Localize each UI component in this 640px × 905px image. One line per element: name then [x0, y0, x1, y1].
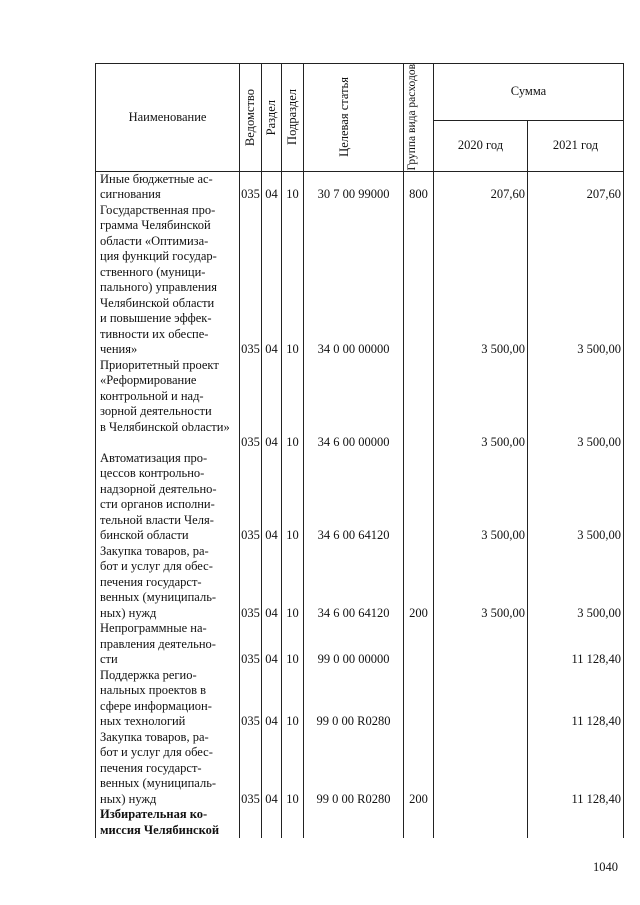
row-group: [404, 807, 434, 838]
row-vedomstvo: 035: [240, 451, 262, 544]
row-sum-2020: 3 500,00: [434, 544, 528, 622]
header-year-2020: 2020 год: [434, 120, 528, 171]
row-vedomstvo: 035: [240, 621, 262, 668]
row-sum-2021: 11 128,40: [528, 621, 624, 668]
row-sum-2021: 11 128,40: [528, 668, 624, 730]
row-target: 34 6 00 00000: [304, 358, 404, 451]
row-sum-2020: [434, 621, 528, 668]
row-podrazdel: 10: [282, 358, 304, 451]
row-name: Автоматизация про- цессов контрольно- надзорной деятельно- сти органов исполни- тельной власти Челя- бинской области: [96, 451, 240, 544]
table-row: [96, 451, 624, 544]
row-razdel: 04: [262, 730, 282, 808]
row-name: Поддержка регио- нальных проектов в сфере информацион- ных технологий: [96, 668, 240, 730]
row-group: 800: [404, 171, 434, 203]
row-target: 34 6 00 64120: [304, 544, 404, 622]
row-sum-2021: 3 500,00: [528, 451, 624, 544]
row-sum-2021: 3 500,00: [528, 203, 624, 358]
header-vedomstvo: Ведомство: [240, 64, 262, 172]
row-group: [404, 358, 434, 451]
row-name: Закупка товаров, ра- бот и услуг для обес- печения государст- венных (муниципаль- ных) нужд: [96, 544, 240, 622]
row-name: Приоритетный проект «Реформирование контрольной и над- зорной деятельности в Челябинской obласти»: [96, 358, 240, 451]
row-group: [404, 451, 434, 544]
row-podrazdel: 10: [282, 621, 304, 668]
row-podrazdel: 10: [282, 730, 304, 808]
header-razdel: Раздел: [262, 64, 282, 172]
row-razdel: 04: [262, 544, 282, 622]
row-podrazdel: 10: [282, 544, 304, 622]
table-row: [96, 203, 624, 358]
row-razdel: 04: [262, 668, 282, 730]
table-row: [96, 730, 624, 808]
row-name: Государственная про- грамма Челябинской области «Оптимиза- ция функций государ- ственного (муници- пального) управления Челябинской области и повышение эффек- тивности их обеспе- чения»: [96, 203, 240, 358]
row-sum-2021: 3 500,00: [528, 544, 624, 622]
row-group: 200: [404, 730, 434, 808]
row-vedomstvo: 035: [240, 544, 262, 622]
row-sum-2020: 3 500,00: [434, 203, 528, 358]
row-sum-2020: [434, 730, 528, 808]
row-name: Закупка товаров, ра- бот и услуг для обес- печения государст- венных (муниципаль- ных) нужд: [96, 730, 240, 808]
row-sum-2020: [434, 807, 528, 838]
row-razdel: 04: [262, 621, 282, 668]
table-row: [96, 807, 624, 838]
table-row: [96, 358, 624, 451]
row-razdel: 04: [262, 451, 282, 544]
row-sum-2021: 11 128,40: [528, 730, 624, 808]
row-target: 99 0 00 R0280: [304, 668, 404, 730]
header-target: Целевая статья: [304, 64, 404, 172]
row-target: 34 6 00 64120: [304, 451, 404, 544]
header-podrazdel: Подраздел: [282, 64, 304, 172]
row-razdel: [262, 807, 282, 838]
row-sum-2021: 207,60: [528, 171, 624, 203]
row-vedomstvo: [240, 807, 262, 838]
header-group: Группа вида расходов: [404, 64, 434, 172]
row-target: 99 0 00 00000: [304, 621, 404, 668]
row-vedomstvo: 035: [240, 358, 262, 451]
row-podrazdel: 10: [282, 451, 304, 544]
row-podrazdel: 10: [282, 668, 304, 730]
header-sum: Сумма: [434, 64, 624, 121]
page-number: 1040: [593, 860, 618, 874]
row-sum-2021: 3 500,00: [528, 358, 624, 451]
row-target: 34 0 00 00000: [304, 203, 404, 358]
table-row: [96, 171, 624, 203]
row-name: Непрограммные на- правления деятельно- сти: [96, 621, 240, 668]
row-vedomstvo: 035: [240, 171, 262, 203]
row-group: [404, 668, 434, 730]
row-target: 30 7 00 99000: [304, 171, 404, 203]
row-group: 200: [404, 544, 434, 622]
row-sum-2021: [528, 807, 624, 838]
row-vedomstvo: 035: [240, 730, 262, 808]
row-sum-2020: 207,60: [434, 171, 528, 203]
row-target: [304, 807, 404, 838]
table-row: [96, 621, 624, 668]
row-group: [404, 621, 434, 668]
row-razdel: 04: [262, 203, 282, 358]
row-razdel: 04: [262, 358, 282, 451]
header-name: Наименование: [96, 64, 240, 172]
row-podrazdel: 10: [282, 171, 304, 203]
row-podrazdel: 10: [282, 203, 304, 358]
row-podrazdel: [282, 807, 304, 838]
row-name: Избирательная ко- миссия Челябинской: [96, 807, 240, 838]
row-sum-2020: [434, 668, 528, 730]
row-vedomstvo: 035: [240, 668, 262, 730]
budget-table: [95, 63, 624, 838]
row-group: [404, 203, 434, 358]
table-row: [96, 544, 624, 622]
header-year-2021: 2021 год: [528, 120, 624, 171]
row-razdel: 04: [262, 171, 282, 203]
row-target: 99 0 00 R0280: [304, 730, 404, 808]
row-sum-2020: 3 500,00: [434, 358, 528, 451]
table-row: [96, 668, 624, 730]
row-name: Иные бюджетные ас- сигнования: [96, 171, 240, 203]
row-vedomstvo: 035: [240, 203, 262, 358]
row-sum-2020: 3 500,00: [434, 451, 528, 544]
